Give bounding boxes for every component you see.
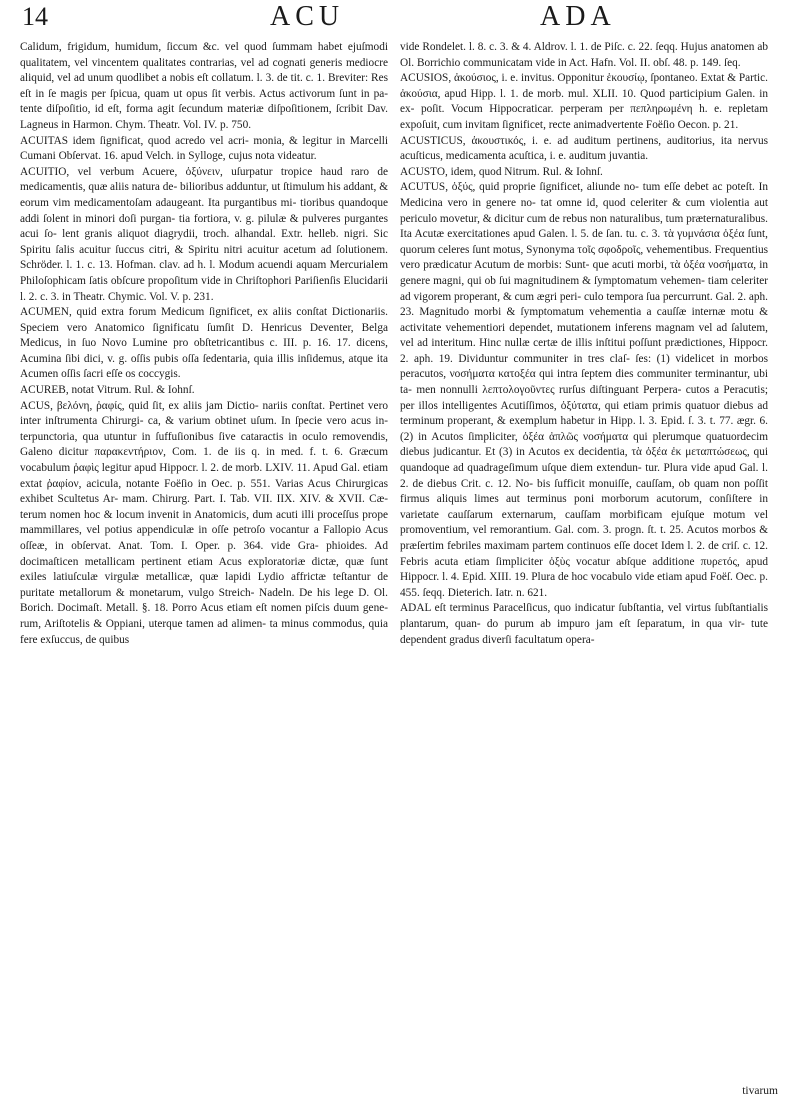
entry-acusto: ACUSTO, idem, quod Nitrum. Rul. & Iohnſ.	[400, 165, 603, 178]
page-number: 14	[22, 2, 48, 31]
entry-acuitio: ACUITIO, vel verbum Acuere, ὀξύνειν, uſurpatur tropice haud raro de medicamentis, quæ aliis natura de- bilioribus adduntur, ut ſtimulum his addant, & eorum vim medicamentoſam adaugeant. Ita purgantibus mi- tioribus quandoque addi ſolent in minori doſi purgan- tia fortiora, v. g. pilulæ & pulveres purgantes acui ſo- lent granis aliquot diagrydii, troch. alhandal. Extr. helleb. nigri. Sic Spiritu ſalis acuitur ſuccus citri, & Spiritu nitri acuitur acetum ad ſolutionem. Schröder. l. 1. c. 13. Hofman. clav. ad h. l. Modum acuendi aquam Mercurialem Philoſophicam ſatis obſcure propoſitum vide in Chriſtophori Pariſienſis Elucidarii l. 2. c. 3. in Theatr. Chymic. Vol. V. p. 231.	[20, 165, 388, 303]
running-head-left: ACU	[270, 1, 345, 32]
entry-acusticus: ACUSTICUS, ἀκουστικός, i. e. ad auditum pertinens, auditorius, ita nervus acuſticus, medicamenta acuſtica, i. e. auditum juvantia.	[400, 134, 768, 163]
entry-acusios: ACUSIOS, ἀκούσιος, i. e. invitus. Opponitur ἑκουσίῳ, ſpontaneo. Extat & Partic. ἀκούσια, apud Hipp. l. 1. de morb. mul. XLII. 10. Quod participium Galen. in ex- poſit. Vocum Hippocraticar. perperam per πεπληρωμένη h. e. repletam expoſuit, cum invitam ſignificet, recte animadvertente Foëſio Oecon. p. 21.	[400, 72, 768, 131]
right-column	[400, 40, 768, 648]
entry-acutus: ACUTUS, ὀξύς, quid proprie ſignificet, aliunde no- tum eſſe debet ac poteſt. In Medicina vero in genere no- tat omne id, quod celeriter & cum violentia aut periculo movetur, & dicitur cum de rebus non naturalibus, tum præternaturalibus. Ita Acutæ exercitationes apud Galen. l. 5. de ſan. tu. c. 3. τὰ γυμνάσια ὀξέα ſunt, quorum celeres ſunt motus, Synonyma τοῖς σφοδροῖς, vehementibus. Frequentius vero prædicatur Acutum de morbis: Sunt- que acuti morbi, τὰ ὀξέα νοσήματα, in genere magni, qui ob ſui magnitudinem & ſymptomatum vehemen- tiam celeriter ad vigorem properant, & cum ægri peri- culo tempora ſua percurrunt. Gal. 2. aph. 23. Magnitudo morbi & ſymptomatum vehementia a cauſſæ internæ motu & activitate vehementiori dependet, mutationem inferens magnam vel ad ſalutem, vel ad interitum. Hinc nullæ certæ de illis inſtitui poſſunt prædictiones, Hippocr. 2. aph. 19. Dividuntur communiter in tres claſ- ſes: (1) videlicet in morbos peracutos, νοσήματα κατοξέα qui intra ſeptem dies communiter terminantur, ubi ta- men nonnulli λεπτολογοῦντες rurſus diſtinguant Perpera- cutos a Peracutis; per illos intelligentes Acutiſſimos, ὀξύτατα, qui etiam primis quatuor diebus ad terminum properant, & exemplum habetur in Hipp. l. 3. Epid. ſ. 3. t. 77. ægr. 6. (2) in Acutos ſimpliciter, ὀξέα ἁπλῶς νοσήματα qui plerumque quatuordecim diebus judicantur. Et (3) in Acutos ex decidentia, τὰ ὀξέα ἐκ μεταπτώσεως, qui quandoque ad quadrageſimum uſque diem extendun- tur. Plura vide apud Gal. l. 2. de diebus Crit. c. 12. No- bis ſufficit monuiſſe, cauſſam, ob quam non poſſit firmus aliquis limes aut terminus poni morborum acutorum, conſiſtere in varietate cauſſarum externarum, cauſſam morbificam ejuſque motum vel promoventium, vel remorantium. Gal. com. 3. progn. ſt. t. 25. Acutos morbos & præſertim febriles maximam partem continuos eſſe docet Idem l. 2. de criſ. c. 12. Febris acuta etiam ſimpliciter ὀξὺς vocatur abſque additione πυρετός, apud Hippocr. l. 4. Epid. XIII. 19. Plura de hoc vocabulo vide etiam apud Foëſ. Oec. p. 455. ſeqq. Dieterich. Iatr. n. 621.	[400, 181, 768, 599]
left-column	[20, 40, 388, 648]
entry-paragraph: vide Rondelet. l. 8. c. 3. & 4. Aldrov. l. 1. de Piſc. c. 22. ſeqq. Hujus anatomen ab Ol. Borrichio communicatam vide in Act. Hafn. Vol. II. obſ. 48. p. 149. ſeq.	[400, 41, 768, 69]
entry-acumen: ACUMEN, quid extra forum Medicum ſignificet, ex aliis conſtat Dictionariis. Speciem vero Anatomico ſignificatu ſumſit D. Henricus Deventer, Belga Medicus, in ſuo Novo Lumine pro obſtetricantibus c. III. p. 16. 17. dicens, Acumina ſibi dici, v. g. oſſis pubis oſſa ſedentaria, quia illis inſidemus, atque ita Acumen oſſis ſacri eſſe os coccygis.	[20, 306, 388, 381]
entry-adal: ADAL eſt terminus Paracelſicus, quo indicatur ſubſtantia, vel virtus ſubſtantialis plantarum, quan- do purum ab impuro jam eſt ſeparatum, in qua vir- tute dependent gradus diverſi facultatum opera-	[400, 602, 768, 646]
entry-paragraph: Calidum, frigidum, humidum, ſiccum &c. vel quod ſummam habet ejuſmodi qualitatem, vel vincentem qualitates contrarias, vel ad cognati generis mediocre aliquid, vel ad unum quodlibet a nobis eſt collatum. l. 3. de tit. c. 1. Breviter: Res eſt in ſe magis per ſpicua, quam ut opus ſit verbis. Actus activorum ſunt in pa- tente diſpoſitio, id eſt, forma agit ſecundum materiæ diſpoſitionem, ſcribit Dav. Lagneus in Harmon. Chym. Theatr. Vol. IV. p. 750.	[20, 41, 388, 131]
entry-acuitas: ACUITAS idem ſignificat, quod acredo vel acri- monia, & legitur in Marcelli Cumani Obſervat. 16. apud Velch. in Sylloge, cujus nota videatur.	[20, 134, 388, 163]
catchword: tivarum	[742, 1085, 778, 1097]
entry-acus: ACUS, βελόνη, ῥαφίς, quid ſit, ex aliis jam Dictio- nariis conſtat. Pertinet vero inter inſtrumenta Chirurgi- ca, & varium obtinet uſum. In ſpecie vero acus in- terpunctoria, qua utuntur in ſuffuſionibus ſive cataractis in oculo removendis, Galeno dicitur παρακεντήριον, Com. 1. de iis q. in med. f. t. 6. Græcum vocabulum ῥαφὶς legitur apud Hippocr. l. 2. de morb. LXIV. 11. Apud Gal. etiam extat ῥαφίον, acicula, notante Foëſio in Oec. p. 551. Varias Acus Chirurgicas exhibet Scultetus Ar- mam. Chirurg. Part. I. Tab. VII. IIX. XIV. & XVII. Cæ- terum nomen hoc & locum invenit in Anatomicis, dum acuti illi proceſſus prope mammillares, vel potius appendiculæ in oſſe petroſo vocantur a Fallopio Acus oſſeæ, in obſervat. Anat. Tom. I. Oper. p. 364. vide Gra- phioides. Ad docimaſticen metallicam pertinent etiam Acus exploratoriæ dictæ, quæ ſunt exiles latiuſculæ virgulæ metallicæ, quæ lapidi Lydio affrictæ teſtantur de puritate metallorum & monetarum, vulgo Streich- Nadeln. De his lege D. Ol. Borich. Docimaſt. Metall. §. 18. Porro Acus etiam eſt nomen piſcis duum gene- rum, Ariſtotelis & Oppiani, uterque tamen ad alimen- ta minus commodus, quia fere exſuccus, de quibus	[20, 399, 388, 646]
entry-acureb: ACUREB, notat Vitrum. Rul. & Iohnſ.	[20, 384, 195, 397]
running-head-right: ADA	[540, 1, 616, 32]
